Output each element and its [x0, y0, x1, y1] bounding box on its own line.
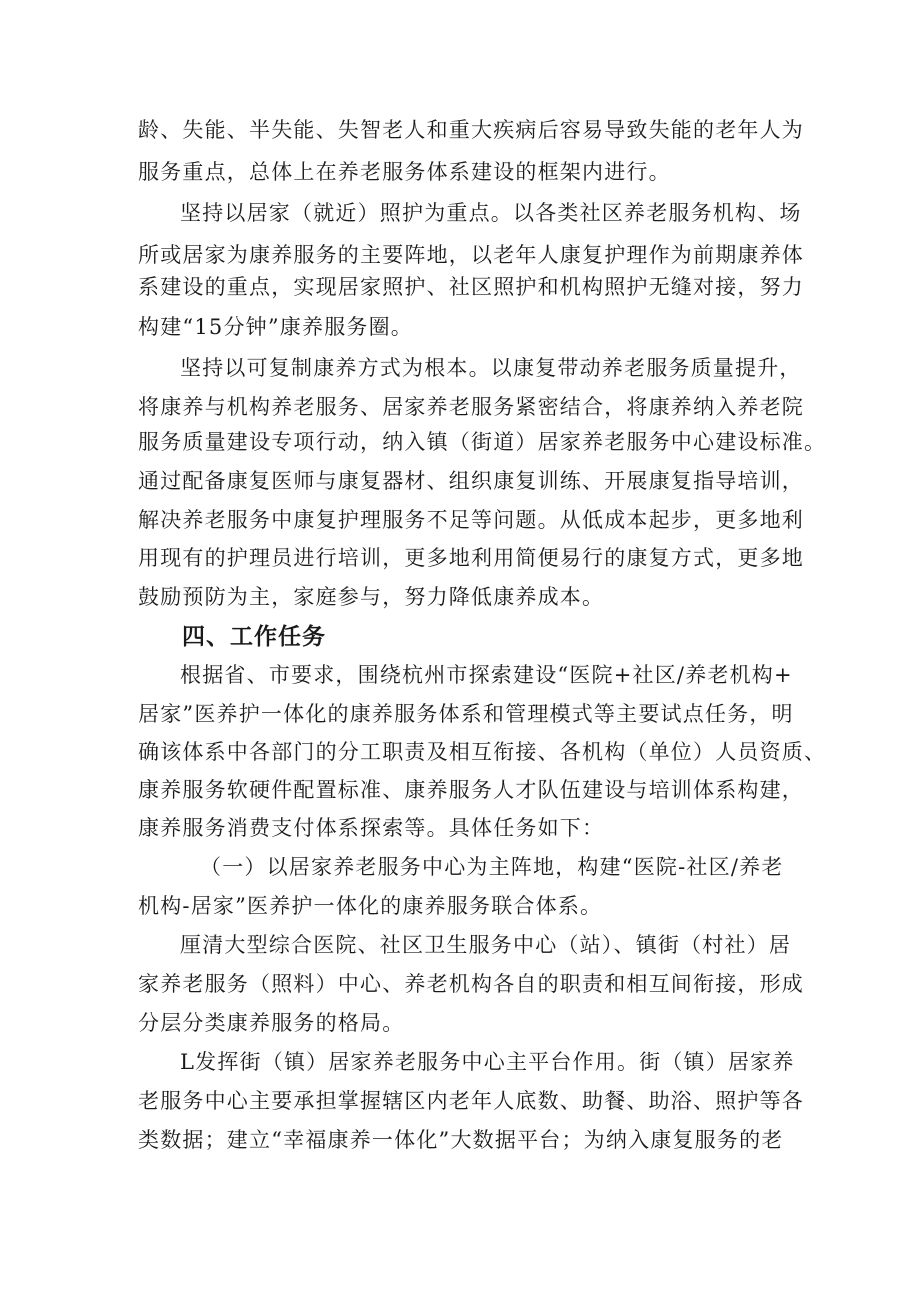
text-line: 机构-居家”医养护一体化的康养服务联合体系。: [138, 894, 603, 918]
text-line: 康养服务软硬件配置标准、康养服务人才队伍建设与培训体系构建，: [138, 778, 804, 802]
section-heading: 四、工作任务: [182, 624, 326, 650]
text-line: 构建“15分钟”康养服务圈。: [138, 315, 413, 339]
text-line: 系建设的重点，实现居家照护、社区照护和机构照护无缝对接，努力: [138, 275, 804, 299]
paragraph-first-line: 厘清大型综合医院、社区卫生服务中心（站）、镇街（村社）居: [180, 933, 792, 957]
text-line: 鼓励预防为主，家庭参与，努力降低康养成本。: [138, 585, 605, 609]
text-line: 确该体系中各部门的分工职责及相互衔接、各机构（单位）人员资质、: [138, 740, 827, 764]
text-line: 家养老服务（照料）中心、养老机构各自的职责和相互间衔接，形成: [138, 972, 804, 996]
text-line: 将康养与机构养老服务、居家养老服务紧密结合，将康养纳入养老院: [138, 395, 804, 419]
text-line: 分层分类康养服务的格局。: [138, 1011, 405, 1035]
text-line: 通过配备康复医师与康复器材、组织康复训练、开展康复指导培训，: [138, 469, 804, 493]
text-line: 老服务中心主要承担掌握辖区内老年人底数、助餐、助浴、照护等各: [138, 1089, 804, 1113]
paragraph-first-line: 坚持以可复制康养方式为根本。以康复带动养老服务质量提升，: [180, 356, 802, 380]
paragraph-first-line: 坚持以居家（就近）照护为重点。以各类社区养老服务机构、场: [180, 201, 802, 225]
paragraph-first-line: L发挥街（镇）居家养老服务中心主平台作用。街（镇）居家养: [180, 1050, 795, 1074]
text-line: 类数据；建立“幸福康养一体化”大数据平台；为纳入康复服务的老: [138, 1128, 784, 1152]
text-line: 所或居家为康养服务的主要阵地，以老年人康复护理作为前期康养体: [138, 243, 804, 267]
text-line: 康养服务消费支付体系探索等。具体任务如下：: [138, 816, 605, 840]
text-line: 用现有的护理员进行培训，更多地利用简便易行的康复方式，更多地: [138, 546, 804, 570]
paragraph-first-line: 根据省、市要求，围绕杭州市探索建设“医院+社区/养老机构+: [180, 663, 793, 687]
text-line: 居家”医养护一体化的康养服务体系和管理模式等主要试点任务，明: [138, 702, 794, 726]
text-line: 服务重点，总体上在养老服务体系建设的框架内进行。: [138, 160, 671, 184]
text-line: 服务质量建设专项行动，纳入镇（街道）居家养老服务中心建设标准。: [138, 430, 827, 454]
text-line: 解决养老服务中康复护理服务不足等问题。从低成本起步，更多地利: [138, 508, 804, 532]
subsection-heading: （一）以居家养老服务中心为主阵地，构建“医院-社区/养老: [200, 855, 784, 879]
text-line: 龄、失能、半失能、失智老人和重大疾病后容易导致失能的老年人为: [138, 118, 804, 142]
